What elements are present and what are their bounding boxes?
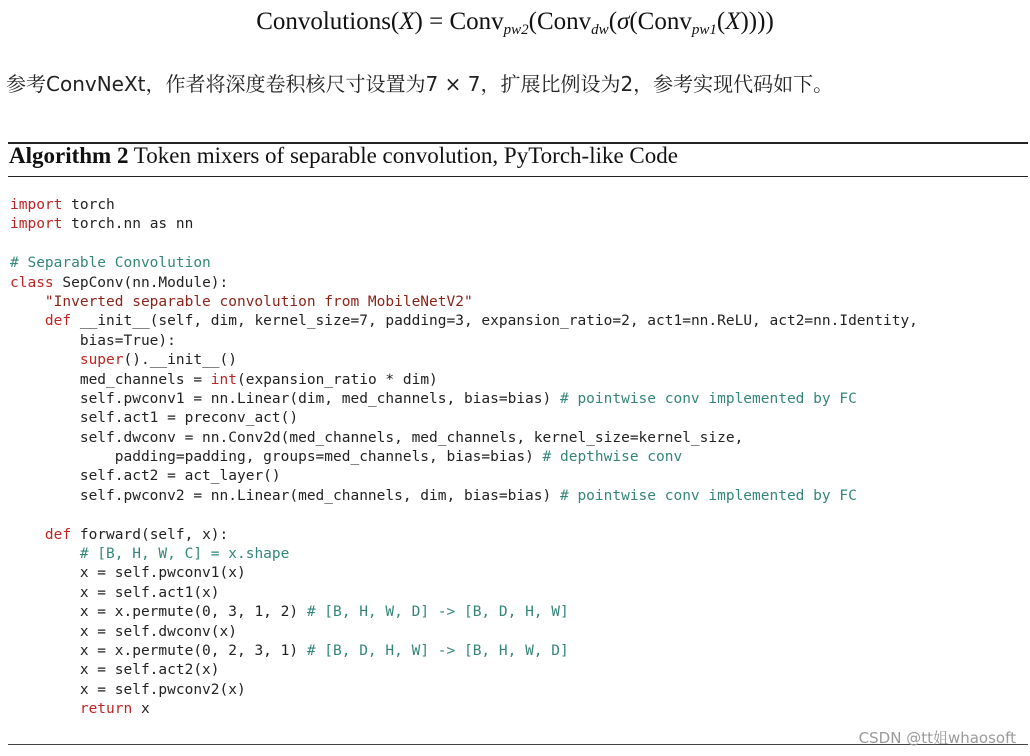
code-line [10,545,918,564]
code-line-blank [10,235,918,254]
intro-paragraph: 参考ConvNeXt，作者将深度卷积核尺寸设置为7 × 7，扩展比例设为2，参考实现代码如下。 [6,72,834,96]
keyword: import [10,197,63,213]
code-comment: # [B, H, W, C] = x.shape [79,546,290,563]
formula-part: (Conv [629,8,692,35]
code-line [10,642,918,661]
code-text: bias=True): [79,332,176,349]
code-line [10,623,918,642]
code-line [10,681,918,700]
formula-part: (Conv [528,8,592,35]
formula [0,8,1030,39]
code-line [10,293,918,312]
code-line [10,661,918,680]
algorithm-caption: Token mixers of separable convolution, PyTorch-like Code [128,143,678,168]
formula-sub-pw2: pw2 [503,22,529,38]
code-line [10,332,918,351]
algorithm-header-rule [8,176,1028,177]
code-line [10,487,918,506]
code-line [10,429,918,448]
code-line [10,351,918,370]
code-line [10,215,918,234]
code-line [10,584,918,603]
keyword: import [10,216,63,233]
code-text: x = self.pwconv1(x) [79,565,246,582]
code-line [10,371,918,390]
code-text: torch [71,197,115,213]
code-line [10,409,918,428]
formula-part: ( [716,8,726,35]
code-text: padding=padding, groups=med_channels, bias=bias) [114,449,543,466]
code-line [10,467,918,486]
code-text: x = self.act1(x) [79,584,220,601]
watermark: CSDN @tt姐whaosoft [858,729,1016,747]
code-text: self.pwconv1 = nn.Linear(dim, med_channels, bias=bias) [79,390,560,407]
code-line [10,564,918,583]
code-text: __init__(self, dim, kernel_size=7, padding=3, expansion_ratio=2, act1=nn.ReLU, act2=nn.Identity, [79,313,918,330]
code-line [10,526,918,545]
code-line [10,196,918,215]
code-text: x [140,701,150,718]
code-comment: # [B, H, W, D] -> [B, D, H, W] [306,604,569,621]
formula-lhs: Convolutions( [256,8,400,35]
code-line [10,254,918,273]
formula-sigma: σ [617,8,630,35]
formula-sub-dw: dw [591,22,609,38]
keyword: def [44,526,72,543]
algorithm-label: Algorithm 2 [9,143,129,168]
code-text: self.act2 = act_layer() [79,468,281,485]
code-text: self.dwconv = nn.Conv2d(med_channels, med_channels, kernel_size=kernel_size, [79,429,744,446]
code-text: med_channels = [79,371,211,388]
formula-var: X [725,8,741,35]
code-text: self.act1 = preconv_act() [79,410,299,427]
code-line [10,390,918,409]
code-comment: # pointwise conv implemented by FC [559,390,857,407]
code-text: ().__init__() [123,352,237,369]
code-text: x = x.permute(0, 2, 3, 1) [79,642,307,659]
code-text: SepConv(nn.Module): [62,274,229,291]
algorithm-title [9,143,678,169]
code-comment: # Separable Convolution [10,255,211,272]
code-line [10,700,918,719]
code-text: x = self.pwconv2(x) [79,681,246,698]
formula-eq: ) = Conv [414,8,504,35]
code-docstring: "Inverted separable convolution from MobileNetV2" [44,293,473,310]
code-line [10,274,918,293]
code-text: x = self.dwconv(x) [79,623,237,640]
code-text: torch.nn as nn [71,216,194,233]
code-comment: # pointwise conv implemented by FC [559,487,857,504]
keyword: def [44,313,72,330]
code-line [10,448,918,467]
code-line [10,312,918,331]
code-block [10,196,918,720]
code-text: x = self.act2(x) [79,662,220,679]
formula-var: X [399,8,415,35]
code-comment: # depthwise conv [542,449,683,466]
formula-sub-pw1: pw1 [691,22,717,38]
keyword: return [79,701,133,718]
code-text: self.pwconv2 = nn.Linear(med_channels, dim, bias=bias) [79,487,560,504]
formula-part: )))) [740,8,774,35]
code-comment: # [B, D, H, W] -> [B, H, W, D] [306,642,569,659]
keyword: class [10,274,54,291]
keyword: int [210,371,237,388]
code-text: forward(self, x): [79,526,229,543]
formula-part: ( [608,8,618,35]
code-text: x = x.permute(0, 3, 1, 2) [79,604,307,621]
code-line-blank [10,506,918,525]
code-line [10,603,918,622]
code-text: (expansion_ratio * dim) [237,371,438,388]
keyword: super [79,352,124,369]
